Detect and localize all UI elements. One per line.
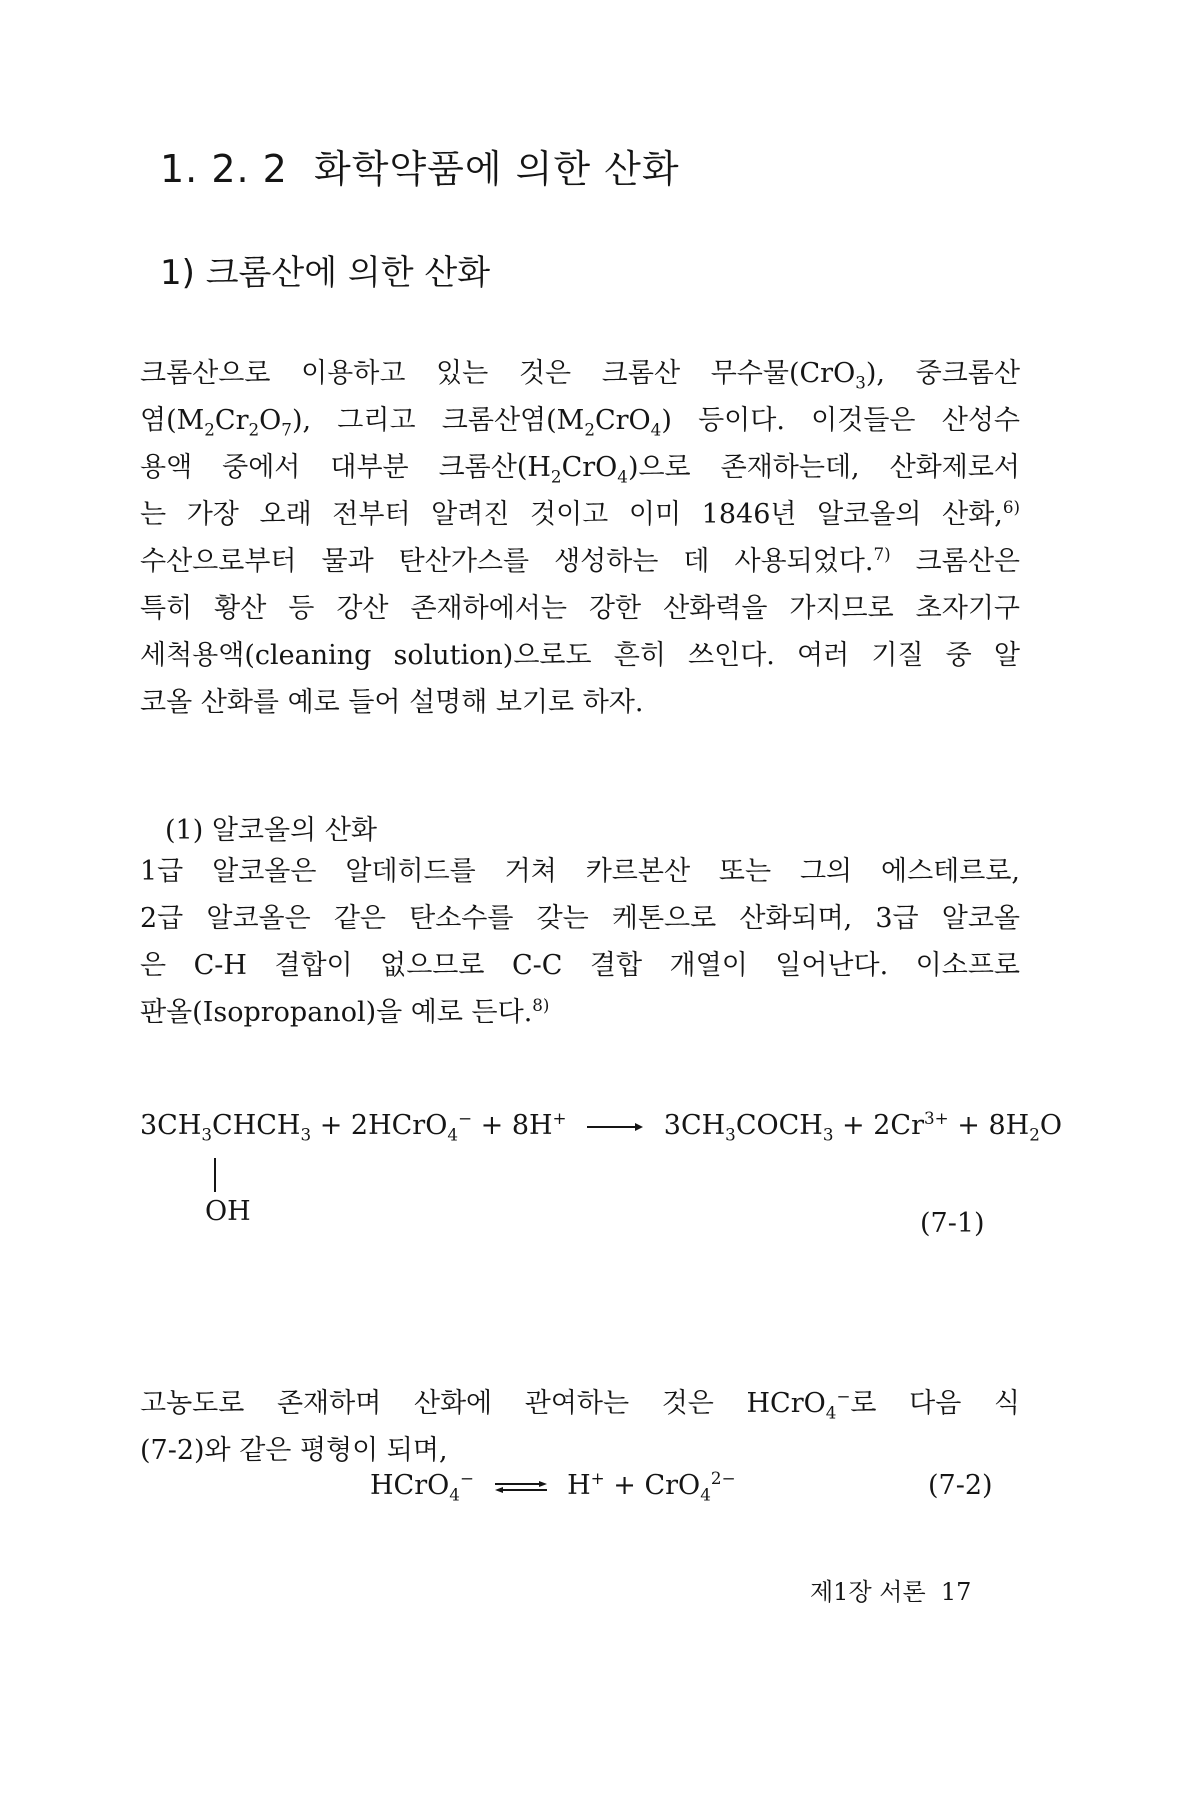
reference-marker: 8): [532, 995, 550, 1015]
reference-marker: 7): [873, 544, 891, 564]
reaction-arrow-icon: [585, 1121, 645, 1133]
section-title: 화학약품에 의한 산화: [314, 147, 680, 191]
section-number: 1. 2. 2: [160, 147, 288, 191]
reference-marker: 6): [1002, 497, 1020, 517]
text-line: 수산으로부터 물과 탄산가스를 생성하는 데 사용되었다.$^{7)}$ 크롬산은: [140, 544, 1020, 577]
text-line: (7-2)와 같은 평형이 되며,: [140, 1435, 448, 1466]
equation-7-2: HCrO$_4$− H+ + CrO$_4^{2-}$: [370, 1468, 736, 1505]
paragraph-chromic-acid: [140, 350, 1020, 726]
subsection-heading: 1) 크롬산에 의한 산화: [160, 253, 491, 293]
equation-number: (7-2): [928, 1470, 993, 1501]
equation-7-1: $3CH_3CHCH_3$ + 2HCrO$_4$− + 8H+ $3CH_3COCH_3 + 2Cr^{3+} + 8H_2O$: [140, 1108, 1062, 1145]
text-line: 특히 황산 등 강산 존재하에서는 강한 산화력을 가지므로 초자기구: [140, 593, 1020, 624]
paragraph-equilibrium: [140, 1380, 1020, 1474]
paragraph-alcohol-oxidation: [140, 848, 1020, 1036]
text-line: 크롬산으로 이용하고 있는 것은 크롬산 무수물(CrO$_3$), 중크롬산: [140, 358, 1020, 393]
bond-line: [214, 1158, 216, 1192]
text-line: 1급 알코올은 알데히드를 거쳐 카르본산 또는 그의 에스테르로,: [140, 856, 1020, 887]
page-number: 17: [940, 1578, 972, 1606]
item-heading: (1) 알코올의 산화: [165, 815, 377, 846]
text-line: 세척용액(cleaning solution)으로도 흔히 쓰인다. 여러 기질 중 알: [140, 640, 1020, 671]
text-line: 는 가장 오래 전부터 알려진 것이고 이미 1846년 알코올의 산화,$^{6)}$: [140, 497, 1020, 530]
chapter-label: 제1장 서론: [810, 1578, 926, 1606]
hydroxyl-group: OH: [205, 1196, 251, 1227]
page-footer: [810, 1572, 971, 1607]
equilibrium-arrow-icon: [493, 1480, 549, 1494]
text-line: 코올 산화를 예로 들어 설명해 보기로 하자.: [140, 687, 644, 718]
equation-number: (7-1): [920, 1208, 985, 1239]
text-line: 용액 중에서 대부분 크롬산$(H_2CrO_4)$으로 존재하는데, 산화제로서: [140, 452, 1020, 487]
section-heading: [160, 138, 680, 193]
text-line: 은 C-H 결합이 없으므로 C-C 결합 개열이 일어난다. 이소프로: [140, 950, 1020, 981]
text-line: 2급 알코올은 같은 탄소수를 갖는 케톤으로 산화되며, 3급 알코올: [140, 903, 1020, 934]
text-line: 염$(M_2Cr_2O_7)$, 그리고 크롬산염$(M_2CrO_4)$ 등이다. 이것들은 산성수: [140, 405, 1020, 440]
text-line: 판올(Isopropanol)을 예로 든다.$^{8)}$: [140, 995, 550, 1028]
text-line: 고농도로 존재하며 산화에 관여하는 것은 HCrO$_4$−로 다음 식: [140, 1386, 1020, 1423]
